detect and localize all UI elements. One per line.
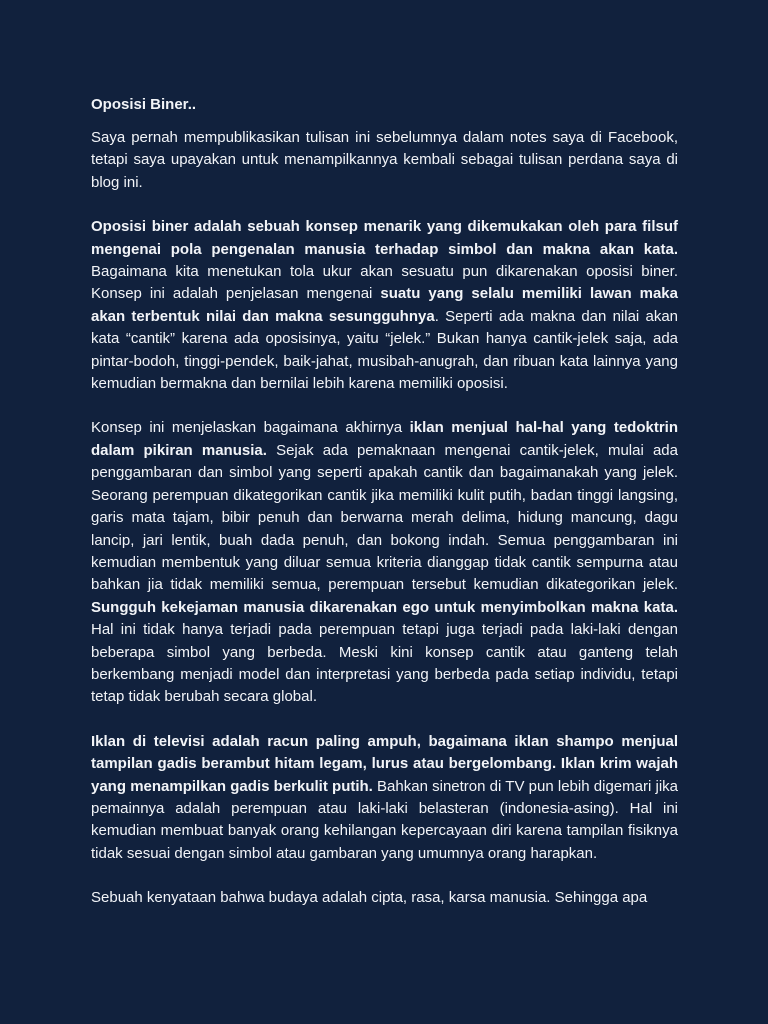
paragraph-culture xyxy=(91,887,678,909)
bold-text: suatu yang selalu memiliki lawan maka akan terbentuk nilai dan makna sesungguhnya xyxy=(91,285,678,325)
paragraph-television xyxy=(91,731,678,865)
paragraph-text: Sejak ada pemaknaan mengenai cantik-jelek, mulai ada penggambaran dan simbol yang seperti apakah cantik dan bagaimanakah yang jelek. Seorang perempuan dikategorikan cantik jika memiliki kulit putih, badan tinggi langsing, garis mata tajam, bibir penuh dan berwarna merah delima, hidung mancung, dagu lancip, jari lentik, buah dada penuh, dan bokong indah. Semua penggambaran ini kemudian membentuk yang diluar semua kriteria dianggap tidak cantik sempurna atau bahkan jia tidak memiliki semua, perempuan tersebut kemudian dikategorikan jelek. xyxy=(91,441,678,594)
bold-text: iklan menjual hal-hal yang tedoktrin dalam pikiran manusia. xyxy=(91,419,678,459)
paragraph-text: Bahkan sinetron di TV pun lebih digemari jika pemainnya adalah perempuan atau laki-laki belasteran (indonesia-asing). Hal ini kemudian membuat banyak orang kehilangan kepercayaan diri karena tampilan fisiknya tidak sesuai dengan simbol atau gambaran yang umumnya orang harapkan. xyxy=(91,777,678,862)
paragraph-text: Bagaimana kita menetukan tola ukur akan sesuatu pun dikarenakan oposisi biner. Konsep ini adalah penjelasan mengenai xyxy=(91,263,678,303)
bold-text: Oposisi biner adalah sebuah konsep menarik yang dikemukakan oleh para filsuf mengenai pola pengenalan manusia terhadap simbol dan makna akan kata. xyxy=(91,218,678,258)
paragraph-text: Hal ini tidak hanya terjadi pada perempuan tetapi juga terjadi pada laki-laki dengan beberapa simbol yang berbeda. Meski kini konsep cantik atau ganteng telah berkembang menjadi model dan interpretasi yang berbeda pada setiap individu, tetapi tetap tidak berubah secara global. xyxy=(91,621,678,706)
document-body xyxy=(91,94,678,910)
document-title: Oposisi Biner.. xyxy=(91,96,197,113)
paragraph-text: Saya pernah mempublikasikan tulisan ini sebelumnya dalam notes saya di Facebook, tetapi saya upayakan untuk menampilkannya kembali sebagai tulisan perdana saya di blog ini. xyxy=(91,129,678,191)
bold-text: Iklan di televisi adalah racun paling ampuh, bagaimana iklan shampo menjual tampilan gadis berambut hitam legam, lurus atau bergelombang. Iklan krim wajah yang menampilkan gadis berkulit putih. xyxy=(91,732,678,795)
paragraph-definition xyxy=(91,216,678,395)
paragraph-text: Konsep ini menjelaskan bagaimana akhirnya xyxy=(91,419,410,437)
paragraph-text: . Seperti ada makna dan nilai akan kata “cantik” karena ada oposisinya, yaitu “jelek.” Bukan hanya cantik-jelek saja, ada pintar-bodoh, tinggi-pendek, baik-jahat, musibah-anugrah, dan ribuan kata lainnya yang kemudian bermakna dan bernilai lebih karena memiliki oposisi. xyxy=(91,307,679,393)
paragraph-text: Sebuah kenyataan bahwa budaya adalah cipta, rasa, karsa manusia. Sehingga apa xyxy=(91,889,648,907)
paragraph-intro xyxy=(91,127,678,194)
paragraph-advertising xyxy=(91,417,678,708)
bold-text: Sungguh kekejaman manusia dikarenakan ego untuk menyimbolkan makna kata. xyxy=(91,598,678,616)
